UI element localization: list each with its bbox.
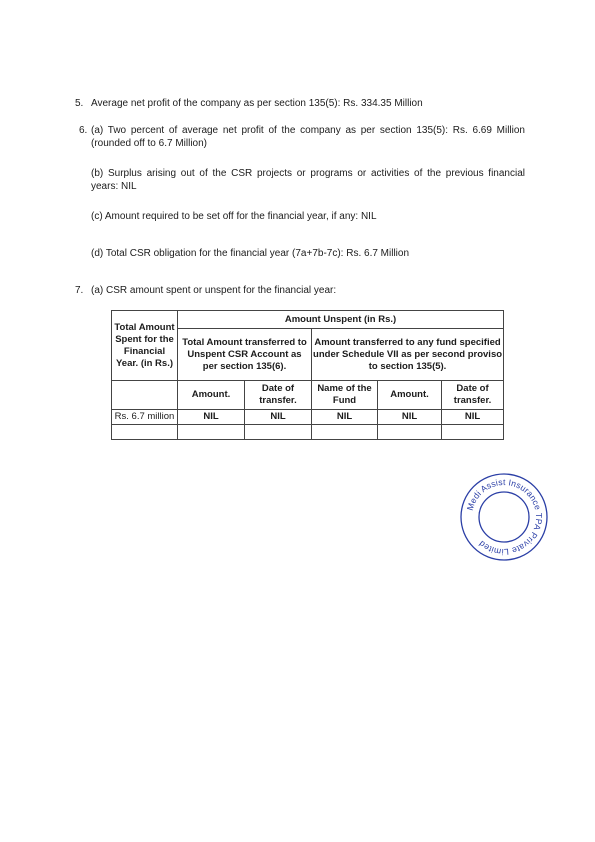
item-6a-text: (a) Two percent of average net profit of the company as per section 135(5): Rs. 6.69 Million (rounded off to 6.7 Million) [91, 125, 525, 149]
item-5-number: 5. [75, 98, 84, 109]
item-6b-text: (b) Surplus arising out of the CSR projects or programs or activities of the previous financial years: NIL [91, 168, 525, 192]
header-name-of-fund: Name of the Fund [312, 381, 378, 410]
cell-fund-name: NIL [312, 410, 378, 425]
header-empty-cell [112, 381, 178, 410]
csr-spent-table [111, 310, 504, 440]
cell-total-spent: Rs. 6.7 million [112, 410, 178, 425]
empty-cell [378, 425, 442, 440]
seal-text-path: Medi Assist Insurance TPA Private Limited [464, 476, 545, 558]
table-row [112, 410, 504, 425]
empty-cell [442, 425, 504, 440]
header-date-of-transfer: Date of transfer. [442, 381, 504, 410]
empty-cell [178, 425, 245, 440]
empty-cell [245, 425, 312, 440]
cell-unspent-date: NIL [245, 410, 312, 425]
empty-cell [312, 425, 378, 440]
company-seal-stamp [459, 472, 549, 562]
cell-fund-date: NIL [442, 410, 504, 425]
header-amount: Amount. [378, 381, 442, 410]
seal-inner-ring [479, 492, 529, 542]
header-total-spent: Total Amount Spent for the Financial Year. (in Rs.) [112, 311, 178, 381]
table-row [112, 425, 504, 440]
item-5-text: Average net profit of the company as per section 135(5): Rs. 334.35 Million [91, 98, 423, 109]
item-6c-text: (c) Amount required to be set off for the financial year, if any: NIL [91, 211, 377, 222]
seal-text [465, 477, 544, 557]
header-schedule-vii-fund: Amount transferred to any fund specified under Schedule VII as per second proviso to section 135(5). [312, 329, 504, 381]
item-6d-text: (d) Total CSR obligation for the financial year (7a+7b-7c): Rs. 6.7 Million [91, 248, 410, 259]
header-amount: Amount. [178, 381, 245, 410]
item-6-number: 6. [79, 125, 88, 136]
header-unspent-csr-account: Total Amount transferred to Unspent CSR Account as per section 135(6). [178, 329, 312, 381]
item-7a-text: (a) CSR amount spent or unspent for the financial year: [91, 285, 337, 296]
item-7-number: 7. [75, 285, 84, 296]
empty-cell [112, 425, 178, 440]
cell-fund-amount: NIL [378, 410, 442, 425]
header-date-of-transfer: Date of transfer. [245, 381, 312, 410]
cell-unspent-amount: NIL [178, 410, 245, 425]
header-amount-unspent: Amount Unspent (in Rs.) [178, 311, 504, 329]
